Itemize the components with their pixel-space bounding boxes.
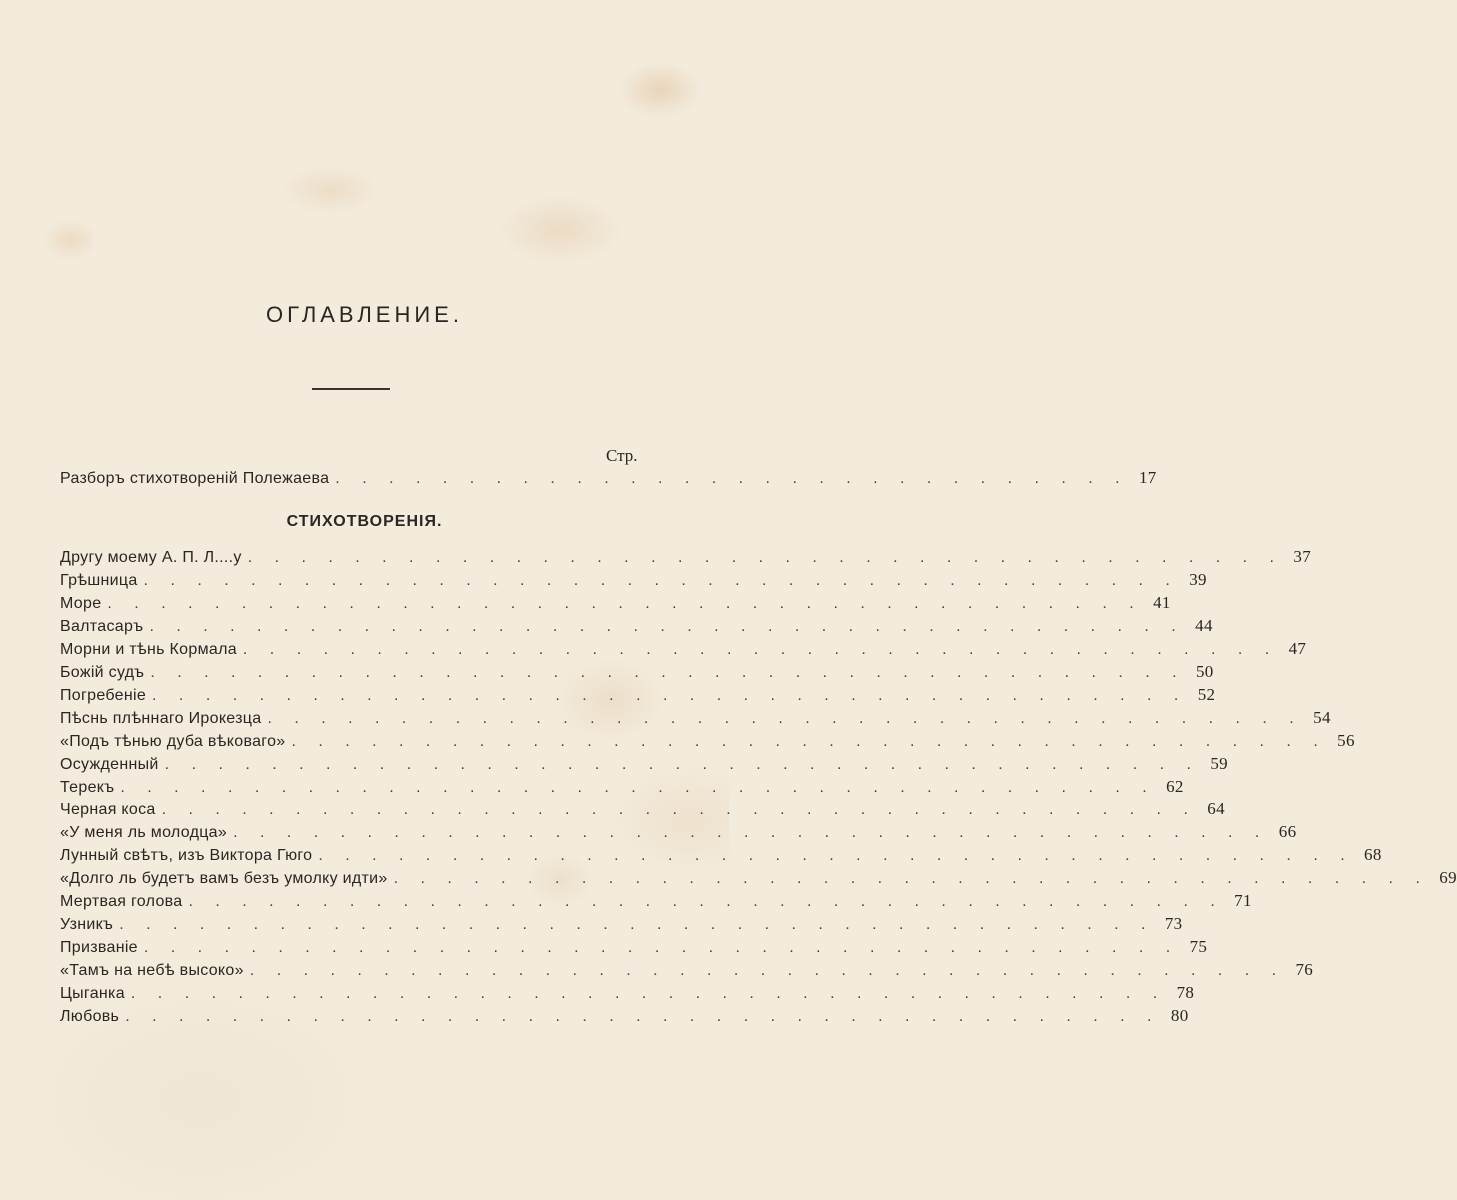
toc-entry-label: Цыганка bbox=[60, 985, 125, 1003]
toc-entry-page: 76 bbox=[1295, 960, 1314, 980]
toc-entry-page: 56 bbox=[1337, 730, 1355, 750]
toc-entry bbox=[60, 1006, 1189, 1028]
toc-entry-page: 41 bbox=[1153, 592, 1171, 612]
toc-entry bbox=[60, 822, 1297, 844]
toc-entry-label: Узникъ bbox=[60, 916, 114, 934]
toc-entry-label: Терекъ bbox=[60, 778, 115, 796]
leader-dots: . . . . . . . . . . . . . . . . . . . . . . . . . . . . . . . . . . . . . . . bbox=[164, 755, 1200, 773]
toc-entry-page: 59 bbox=[1210, 753, 1228, 773]
leader-dots: . . . . . . . . . . . . . . . . . . . . . . . . . . . . . . . . . . . . . . . bbox=[233, 824, 1269, 842]
leader-dots: . . . . . . . . . . . . . . . . . . . . . . . . . . . . . . . . . . . . . . . bbox=[130, 985, 1167, 1003]
toc-entry bbox=[60, 615, 1213, 638]
leader-dots: . . . . . . . . . . . . . . . . . . . . . . . . . . . . . . . . . . . . . . . bbox=[107, 594, 1143, 612]
page-column-label: Стр. bbox=[606, 446, 638, 465]
leader-dots: . . . . . . . . . . . . . . . . . . . . . . . . . . . . . . . . . . . . . . . bbox=[149, 617, 1185, 635]
toc-entry-label: «Тамъ на небѣ высоко» bbox=[60, 962, 244, 980]
leader-dots: . . . . . . . . . . . . . . . . . . . . . . . . . . . . . . bbox=[335, 470, 1129, 487]
section-heading: СТИХОТВОРЕНIЯ. bbox=[286, 513, 443, 530]
toc-entry-label: Осужденный bbox=[60, 755, 159, 773]
toc-entry bbox=[60, 799, 1225, 821]
leader-dots: . . . . . . . . . . . . . . . . . . . . . . . . . . . . . . . . . . . . . . . bbox=[393, 870, 1429, 888]
title-divider bbox=[312, 388, 390, 390]
toc-entry bbox=[60, 868, 1457, 890]
toc-entry bbox=[60, 983, 1195, 1005]
leader-dots: . . . . . . . . . . . . . . . . . . . . . . . . . . . . . . . . . . . . . . . bbox=[119, 916, 1155, 934]
toc-entry-page: 73 bbox=[1164, 914, 1183, 934]
toc-entry bbox=[60, 638, 1307, 661]
leader-dots: . . . . . . . . . . . . . . . . . . . . . . . . . . . . . . . . . . . . . . . bbox=[152, 686, 1188, 704]
toc-entry-page: 50 bbox=[1196, 661, 1214, 681]
toc-entry-page: 62 bbox=[1166, 776, 1184, 796]
toc-entry-page: 80 bbox=[1170, 1006, 1189, 1025]
toc-entry-page: 54 bbox=[1313, 707, 1331, 727]
toc-entry-label: Божiй судъ bbox=[60, 663, 145, 681]
toc-entry-label: Лунный свѣтъ, изъ Виктора Гюго bbox=[60, 847, 313, 865]
leader-dots: . . . . . . . . . . . . . . . . . . . . . . . . . . . . . . . . . . . . . . . bbox=[188, 893, 1224, 911]
toc-entry bbox=[60, 684, 1216, 707]
toc-entry bbox=[60, 592, 1171, 615]
toc-entry-label: Пѣснь плѣннаго Ирокезца bbox=[60, 709, 262, 727]
toc-entry bbox=[60, 776, 1184, 799]
toc-entry-label: Морни и тѣнь Кормала bbox=[60, 640, 237, 658]
toc-entry-page: 69 bbox=[1439, 868, 1457, 888]
toc-entry-page: 44 bbox=[1195, 615, 1213, 635]
toc-entry bbox=[60, 960, 1314, 982]
toc-entry-page: 71 bbox=[1234, 891, 1252, 911]
page-title: ОГЛАВЛЕНИЕ. bbox=[266, 302, 463, 327]
toc-entry-page: 47 bbox=[1288, 638, 1307, 658]
leader-dots: . . . . . . . . . . . . . . . . . . . . . . . . . . . . . . . . . . . . . . . bbox=[318, 847, 1354, 865]
leader-dots: . . . . . . . . . . . . . . . . . . . . . . . . . . . . . . . . . . . . . . . bbox=[161, 801, 1197, 819]
toc-entry bbox=[60, 730, 1355, 753]
toc-entry-page: 52 bbox=[1197, 684, 1216, 704]
toc-entry bbox=[60, 891, 1252, 913]
toc-entry bbox=[60, 937, 1208, 959]
toc-entry bbox=[60, 707, 1331, 730]
toc-entry bbox=[60, 569, 1207, 592]
leader-dots: . . . . . . . . . . . . . . . . . . . . . . . . . . . . . . . . . . . . . . . bbox=[125, 1008, 1161, 1025]
toc-entry-page: 17 bbox=[1138, 468, 1157, 487]
leader-dots: . . . . . . . . . . . . . . . . . . . . . . . . . . . . . . . . . . . . . . . bbox=[267, 709, 1303, 727]
toc-entry-label: Погребенiе bbox=[60, 686, 147, 704]
toc-intro-entry bbox=[60, 468, 1157, 490]
toc-entry-page: 39 bbox=[1189, 569, 1207, 589]
toc-entry-label: Черная коса bbox=[60, 801, 156, 819]
toc-entry-page: 66 bbox=[1278, 822, 1297, 842]
toc-entry-label: Валтасаръ bbox=[60, 617, 144, 635]
toc-entry-label: Любовь bbox=[60, 1008, 120, 1025]
toc-entry-label: Другу моему А. П. Л....у bbox=[60, 549, 242, 566]
toc-entry-page: 75 bbox=[1189, 937, 1208, 957]
toc-entry-page: 78 bbox=[1176, 983, 1195, 1003]
toc-entry-label: Разборъ стихотворенiй Полежаева bbox=[60, 470, 330, 487]
toc-entry-label: «Подъ тѣнью дуба вѣковаго» bbox=[60, 732, 286, 750]
leader-dots: . . . . . . . . . . . . . . . . . . . . . . . . . . . . . . . . . . . . . . . bbox=[150, 663, 1186, 681]
toc-entry-page: 68 bbox=[1364, 845, 1382, 865]
toc-entry bbox=[60, 845, 1382, 867]
leader-dots: . . . . . . . . . . . . . . . . . . . . . . . . . . . . . . . . . . . . . . . bbox=[242, 640, 1279, 658]
toc-entry-label: «У меня ль молодца» bbox=[60, 824, 228, 842]
toc-entry-label: Море bbox=[60, 594, 102, 612]
toc-entry bbox=[60, 661, 1214, 684]
toc-entry-page: 37 bbox=[1293, 547, 1311, 566]
toc-entry-label: Мертвая голова bbox=[60, 893, 183, 911]
toc-entry-label: «Долго ль будетъ вамъ безъ умолку идти» bbox=[60, 870, 388, 888]
leader-dots: . . . . . . . . . . . . . . . . . . . . . . . . . . . . . . . . . . . . . . . bbox=[143, 571, 1179, 589]
leader-dots: . . . . . . . . . . . . . . . . . . . . . . . . . . . . . . . . . . . . . . . bbox=[291, 732, 1327, 750]
toc-entry bbox=[60, 753, 1228, 776]
leader-dots: . . . . . . . . . . . . . . . . . . . . . . . . . . . . . . . . . . . . . . . bbox=[247, 549, 1283, 566]
leader-dots: . . . . . . . . . . . . . . . . . . . . . . . . . . . . . . . . . . . . . . . bbox=[143, 939, 1180, 957]
toc-entry bbox=[60, 914, 1183, 936]
leader-dots: . . . . . . . . . . . . . . . . . . . . . . . . . . . . . . . . . . . . . . . bbox=[120, 778, 1156, 796]
toc-entry bbox=[60, 547, 1311, 569]
toc-entry-label: Призванiе bbox=[60, 939, 138, 957]
toc-entry-label: Грѣшница bbox=[60, 571, 138, 589]
leader-dots: . . . . . . . . . . . . . . . . . . . . . . . . . . . . . . . . . . . . . . . bbox=[249, 962, 1286, 980]
toc-entry-page: 64 bbox=[1207, 799, 1225, 819]
